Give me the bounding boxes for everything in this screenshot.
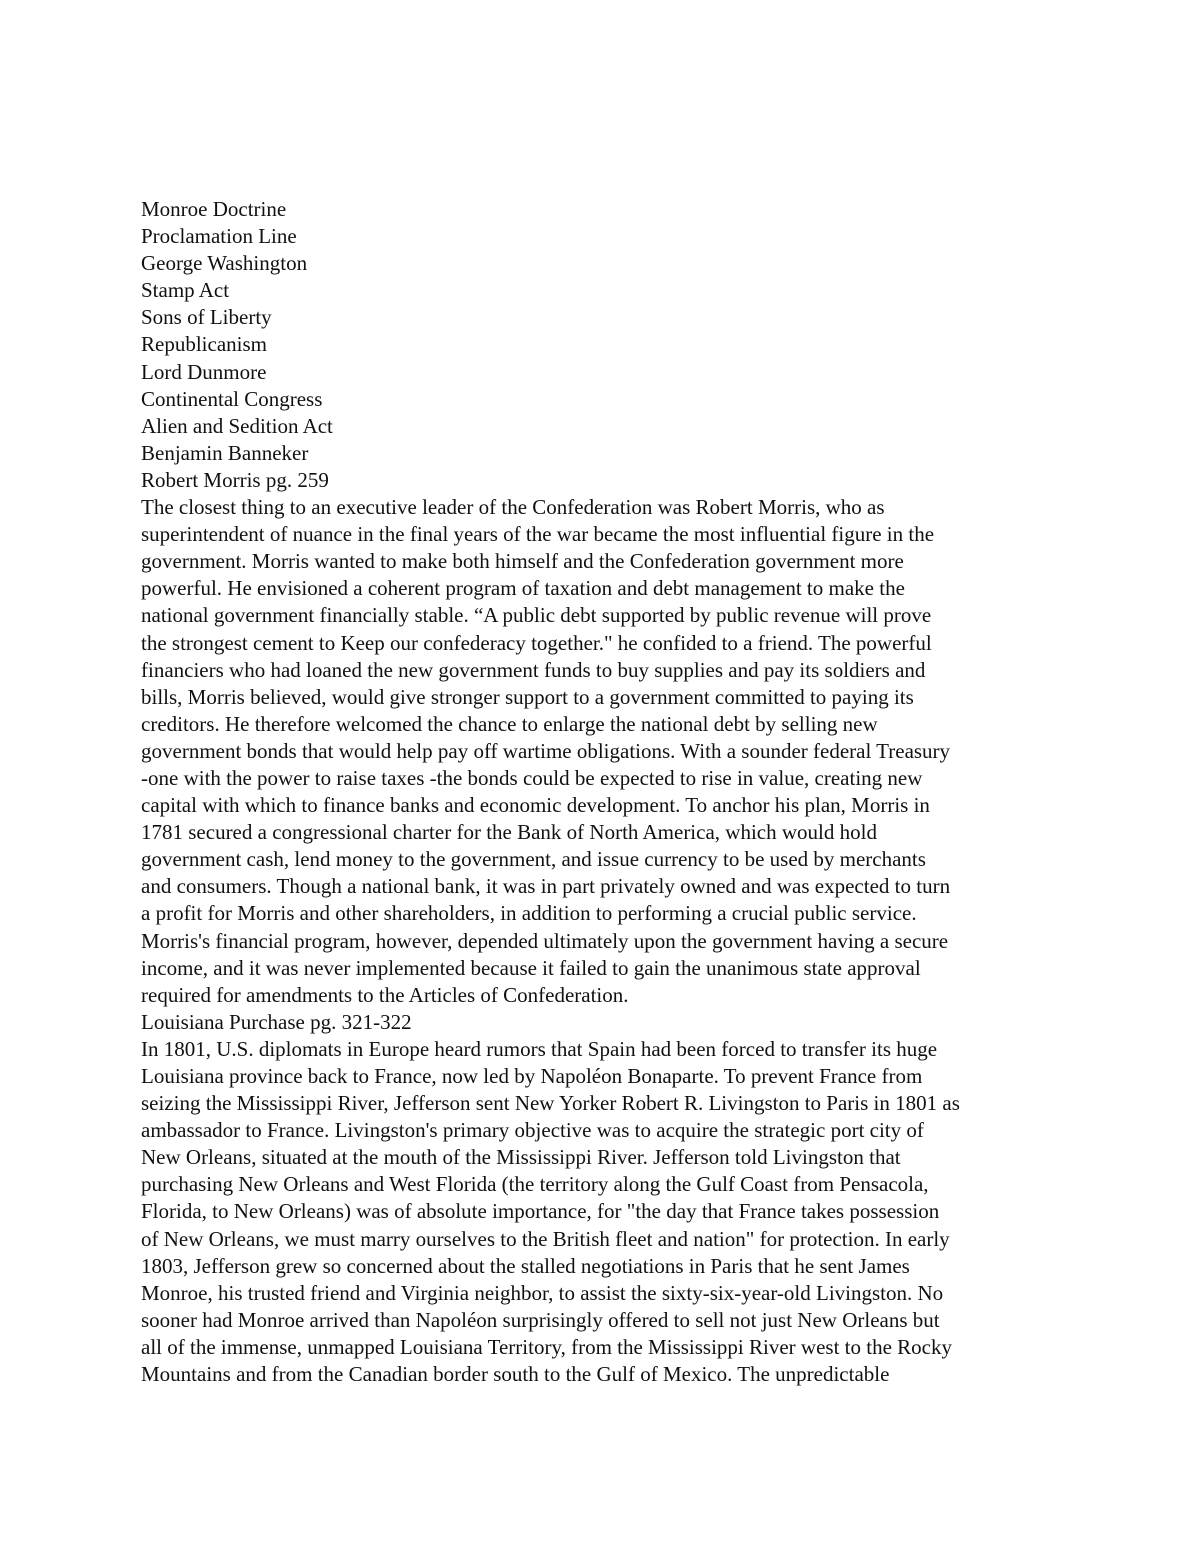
paragraph-line: the strongest cement to Keep our confederacy together." he confided to a friend. The powerful	[141, 630, 932, 655]
section-robert-morris	[141, 467, 1081, 1009]
document-body	[141, 196, 1081, 1388]
section-heading: Louisiana Purchase pg. 321-322	[141, 1009, 412, 1034]
paragraph-line: ambassador to France. Livingston's primary objective was to acquire the strategic port city of	[141, 1118, 924, 1143]
paragraph-line: Mountains and from the Canadian border south to the Gulf of Mexico. The unpredictable	[141, 1362, 890, 1387]
paragraph-line: and consumers. Though a national bank, it was in part privately owned and was expected to turn	[141, 874, 951, 899]
paragraph-line: purchasing New Orleans and West Florida (the territory along the Gulf Coast from Pensacola,	[141, 1172, 929, 1197]
term-item: Continental Congress	[141, 386, 323, 411]
paragraph-line: Morris's financial program, however, depended ultimately upon the government having a secure	[141, 928, 949, 953]
paragraph-line: creditors. He therefore welcomed the chance to enlarge the national debt by selling new	[141, 711, 878, 736]
paragraph-line: Louisiana province back to France, now led by Napoléon Bonaparte. To prevent France from	[141, 1064, 923, 1088]
term-item: Stamp Act	[141, 278, 230, 303]
paragraph-line: government bonds that would help pay off wartime obligations. With a sounder federal Treasury	[141, 738, 951, 763]
paragraph-line: Florida, to New Orleans) was of absolute importance, for "the day that France takes possession	[141, 1199, 940, 1224]
paragraph-line: required for amendments to the Articles of Confederation.	[141, 982, 629, 1007]
section-louisiana-purchase	[141, 1009, 1081, 1388]
term-item: Republicanism	[141, 332, 267, 357]
paragraph-line: New Orleans, situated at the mouth of the Mississippi River. Jefferson told Livingston that	[141, 1145, 901, 1170]
paragraph-line: seizing the Mississippi River, Jefferson sent New Yorker Robert R. Livingston to Paris in 1801 as	[141, 1091, 960, 1116]
term-list	[141, 196, 1081, 467]
paragraph-line: a profit for Morris and other shareholders, in addition to performing a crucial public service.	[141, 901, 917, 926]
term-item: George Washington	[141, 251, 308, 276]
paragraph-line: bills, Morris believed, would give stronger support to a government committed to paying its	[141, 684, 914, 709]
paragraph-line: government. Morris wanted to make both himself and the Confederation government more	[141, 549, 904, 574]
paragraph-line: capital with which to finance banks and economic development. To anchor his plan, Morris in	[141, 793, 930, 818]
paragraph-line: The closest thing to an executive leader of the Confederation was Robert Morris, who as	[141, 495, 885, 520]
paragraph-line: financiers who had loaned the new government funds to buy supplies and pay its soldiers and	[141, 657, 926, 682]
section-heading: Robert Morris pg. 259	[141, 467, 329, 492]
paragraph-line: national government financially stable. “A public debt supported by public revenue will prove	[141, 603, 932, 628]
term-item: Benjamin Banneker	[141, 440, 309, 465]
paragraph-line: Monroe, his trusted friend and Virginia neighbor, to assist the sixty-six-year-old Livingston. No	[141, 1280, 944, 1305]
term-item: Alien and Sedition Act	[141, 413, 333, 438]
paragraph-line: -one with the power to raise taxes -the bonds could be expected to rise in value, creating new	[141, 765, 923, 790]
paragraph-line: all of the immense, unmapped Louisiana Territory, from the Mississippi River west to the Rocky	[141, 1334, 952, 1359]
section-paragraph	[141, 1036, 1081, 1388]
paragraph-line: powerful. He envisioned a coherent program of taxation and debt management to make the	[141, 576, 905, 601]
paragraph-line: income, and it was never implemented because it failed to gain the unanimous state approval	[141, 955, 921, 980]
paragraph-line: sooner had Monroe arrived than Napoléon surprisingly offered to sell not just New Orleans but	[141, 1307, 940, 1332]
paragraph-line: In 1801, U.S. diplomats in Europe heard rumors that Spain had been forced to transfer its huge	[141, 1036, 938, 1061]
section-paragraph	[141, 494, 1081, 1009]
paragraph-line: 1803, Jefferson grew so concerned about the stalled negotiations in Paris that he sent James	[141, 1253, 910, 1278]
paragraph-line: of New Orleans, we must marry ourselves to the British fleet and nation" for protection. In early	[141, 1226, 950, 1251]
term-item: Monroe Doctrine	[141, 197, 287, 221]
term-item: Sons of Liberty	[141, 305, 272, 330]
term-item: Lord Dunmore	[141, 359, 267, 384]
term-item: Proclamation Line	[141, 224, 297, 249]
paragraph-line: superintendent of nuance in the final years of the war became the most influential figure in the	[141, 522, 935, 547]
paragraph-line: government cash, lend money to the government, and issue currency to be used by merchants	[141, 847, 926, 872]
paragraph-line: 1781 secured a congressional charter for the Bank of North America, which would hold	[141, 820, 877, 845]
